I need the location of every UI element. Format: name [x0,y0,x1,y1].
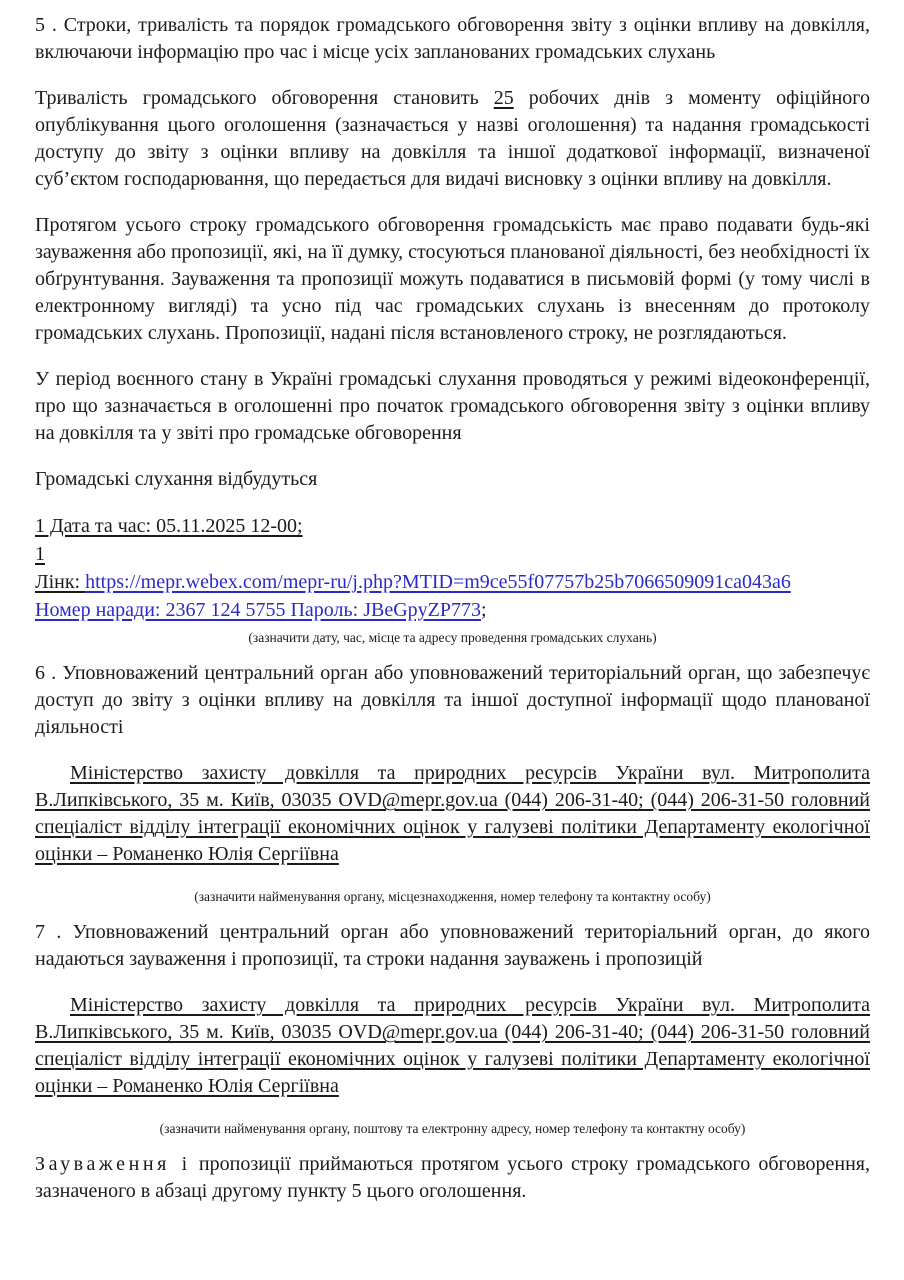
closing-lead-text: Зауваження і [35,1153,191,1175]
hearing-date-text: 1 Дата та час: 05.11.2025 12-00; [35,515,303,537]
hearing-link-label: Лінк: [35,571,86,593]
closing-paragraph [35,1151,870,1205]
hearings-intro-line: Громадські слухання відбудуться [35,468,318,490]
duration-paragraph [35,85,870,193]
hearing-link-line [35,568,870,596]
duration-days-underlined: 25 [493,87,514,109]
section7-caption: (зазначити найменування органу, поштову та електронну адресу, номер телефону та контактну особу) [159,1121,746,1136]
hearing-details-block [35,512,870,624]
duration-text-before: Тривалість громадського обговорення становить [35,87,494,109]
remarks-rights-paragraph: Протягом усього строку громадського обговорення громадськість має право подавати будь-які зауваження або пропозиції, які, на її думку, стосуються планованої діяльності, без необхідності їх обґрунтування. Зауваження та пропозиції можуть подаватися в письмовій формі (у тому числі в електронному вигляді) та усно під час громадських слухань із внесенням до протоколу громадських слухань. Пропозиції, надані після встановленого строку, не розглядаються. [35,214,870,344]
hearing-date-line [35,512,870,540]
hearing-number-line [35,540,870,568]
hearing-number-text: 1 [35,543,45,565]
section7-authority-paragraph: Міністерство захисту довкілля та природних ресурсів України вул. Митрополита В.Липківського, 35 м. Київ, 03035 OVD@mepr.gov.ua (044) 206-31-40; (044) 206-31-50 головний спеціаліст відділу інтеграції економічних оцінок у галузеві політики Департаменту екологічної оцінки – Романенко Юлія Сергіївна [35,994,870,1097]
section7-heading: 7 . Уповноважений центральний орган або уповноважений територіальний орган, до якого надаються зауваження і пропозиції, та строки надання зауважень і пропозицій [35,921,870,970]
webex-meeting-link[interactable]: https://mepr.webex.com/mepr-ru/j.php?MTID=m9ce55f07757b25b7066509091ca043a6 [85,571,791,593]
hearing-caption: (зазначити дату, час, місце та адресу проведення громадських слухань) [248,630,657,645]
section6-caption: (зазначити найменування органу, місцезнаходження, номер телефону та контактну особу) [194,889,711,904]
duration-text-after: робочих днів з моменту офіційного опублікування цього оголошення (зазначається у назві оголошення) та надання громадськості доступу до звіту з оцінки впливу на довкілля та іншої додаткової інформації, визначеної суб’єктом господарювання, що передається для видачі висновку з оцінки впливу на довкілля. [35,87,870,190]
section6-authority-paragraph: Міністерство захисту довкілля та природних ресурсів України вул. Митрополита В.Липківського, 35 м. Київ, 03035 OVD@mepr.gov.ua (044) 206-31-40; (044) 206-31-50 головний спеціаліст відділу інтеграції економічних оцінок у галузеві політики Департаменту екологічної оцінки – Романенко Юлія Сергіївна [35,762,870,865]
closing-rest-text: пропозиції приймаються протягом усього строку громадського обговорення, зазначеного в абзаці другому пункту 5 цього оголошення. [35,1153,870,1202]
meeting-number-password-link[interactable]: Номер наради: 2367 124 5755 Пароль: JBeGpyZP773 [35,599,481,621]
section5-heading: 5 . Строки, тривалість та порядок громадського обговорення звіту з оцінки впливу на довкілля, включаючи інформацію про час і місце усіх запланованих громадських слухань [35,14,870,63]
credentials-line-tail: ; [481,599,487,621]
wartime-paragraph: У період воєнного стану в Україні громадські слухання проводяться у режимі відеоконференції, про що зазначається в оголошенні про початок громадського обговорення звіту з оцінки впливу на довкілля та у звіті про громадське обговорення [35,368,870,444]
hearing-credentials-line [35,596,870,624]
section6-heading: 6 . Уповноважений центральний орган або уповноважений територіальний орган, що забезпечує доступ до звіту з оцінки впливу на довкілля та іншої доступної інформації щодо планованої діяльності [35,662,870,738]
announcement-document [35,12,870,1205]
